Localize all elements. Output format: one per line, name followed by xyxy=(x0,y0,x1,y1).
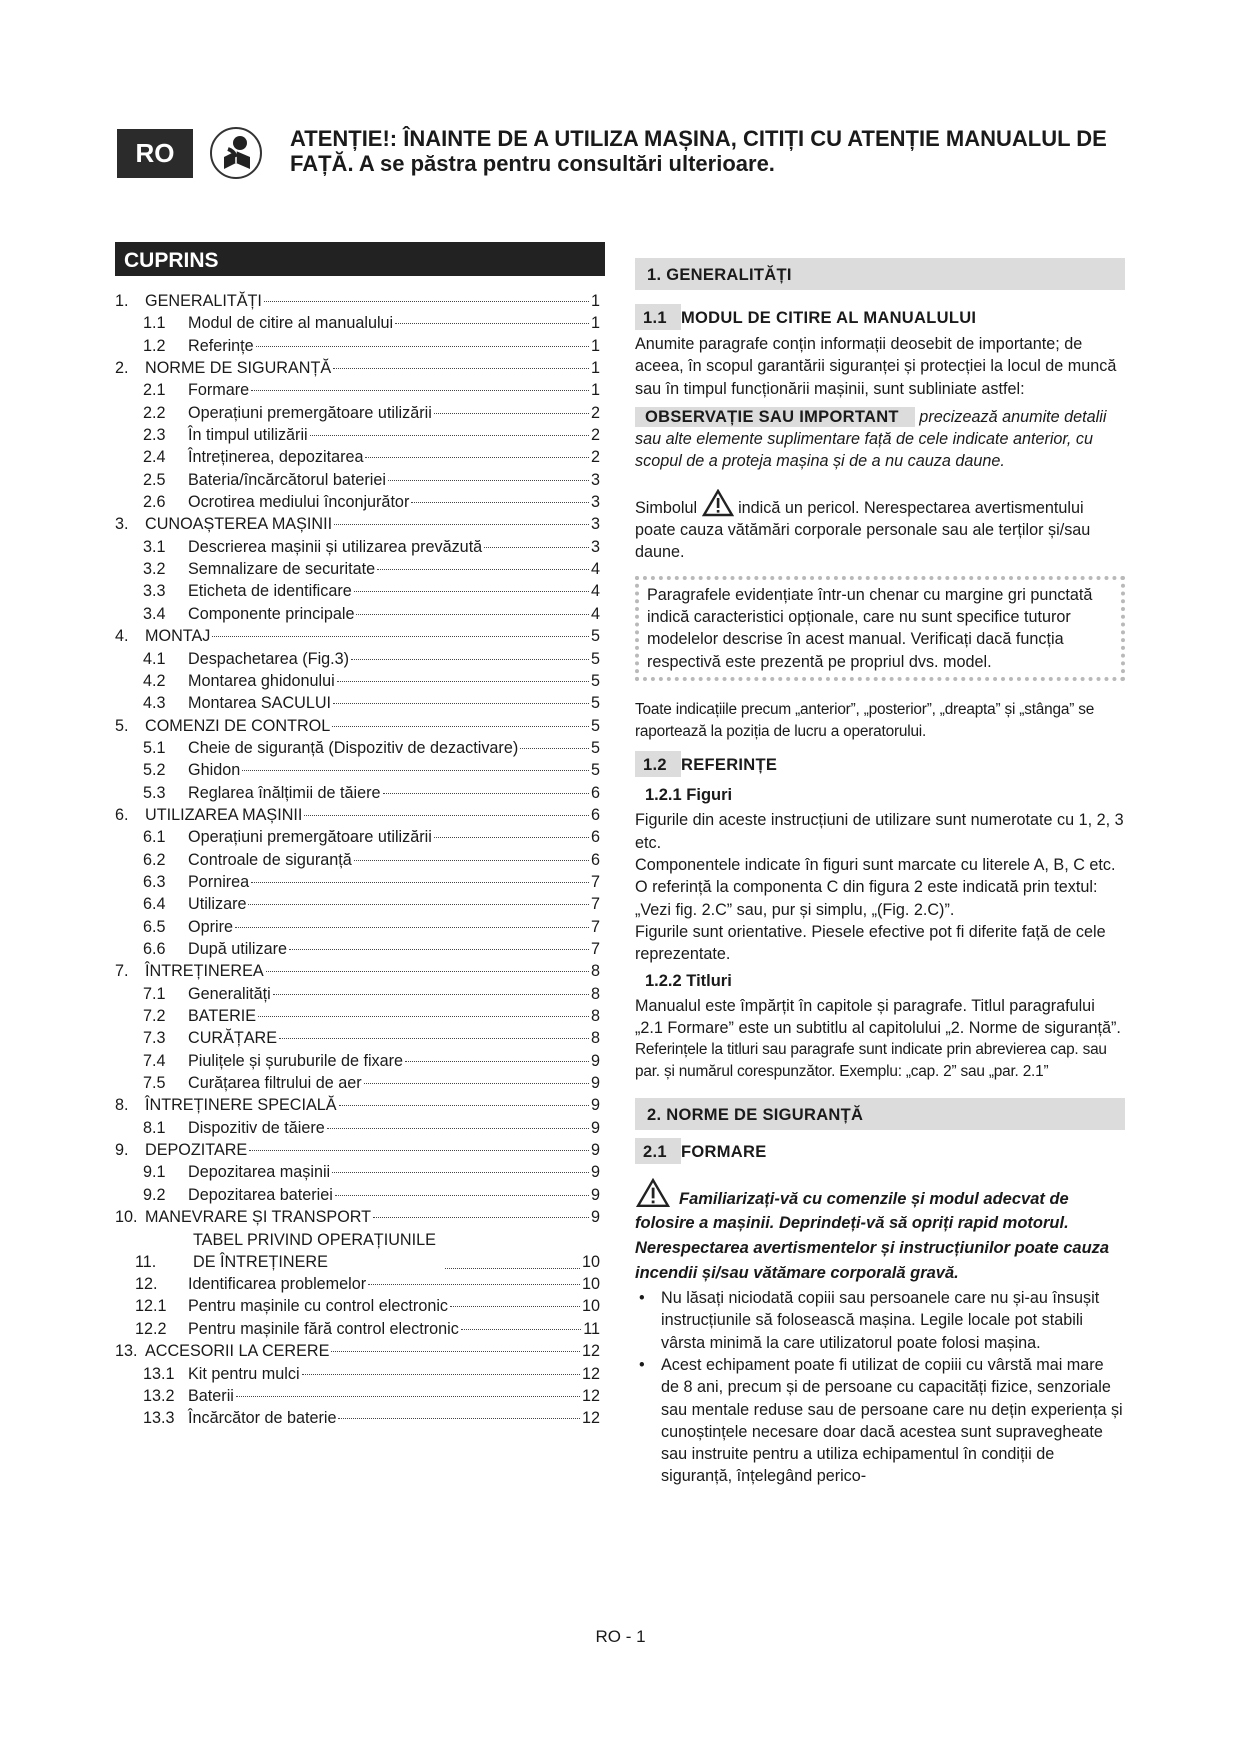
toc-entry[interactable] xyxy=(115,692,600,714)
toc-entry-number: 3.4 xyxy=(143,604,166,623)
toc-entry-page: 9 xyxy=(590,1074,600,1093)
toc-leader-dots xyxy=(310,435,589,436)
toc-leader-dots xyxy=(212,636,589,637)
paragraph: Referințele la titluri sau paragrafe sunt indicate prin abrevierea cap. sau par. și numărul corespunzător. Exemplu: „cap. 2” sau „par. 2.1” xyxy=(635,1041,1107,1081)
toc-leader-dots xyxy=(266,971,589,972)
toc-entry-title: ÎNTREȚINEREA xyxy=(145,962,264,981)
toc-entry-title: Kit pentru mulci xyxy=(188,1364,300,1383)
toc-entry-number: 1.1 xyxy=(143,314,166,333)
toc-entry-title: Montarea SACULUI xyxy=(188,694,332,713)
toc-entry-page: 2 xyxy=(590,426,600,445)
toc-leader-dots xyxy=(248,904,589,905)
toc-leader-dots xyxy=(354,860,589,861)
toc-entry-title: Ocrotirea mediului înconjurător xyxy=(188,493,410,512)
optional-feature-box: Paragrafele evidențiate într-un chenar cu margine gri punctată indică caracteristici opționale, care nu sunt specifice tuturor modelelor descrise în acest manual. Verificați dacă funcția respectivă este prezentă pe propriul dvs. model. xyxy=(635,576,1125,681)
warning-triangle-icon xyxy=(635,1178,671,1208)
toc-entry-title: Despachetarea (Fig.3) xyxy=(188,649,350,668)
section-number: 1.1 xyxy=(635,304,681,330)
toc-entry-number: 6.4 xyxy=(143,895,166,914)
section-title: REFERINȚE xyxy=(681,756,778,775)
toc-entry-page: 6 xyxy=(590,805,600,824)
note-label: OBSERVAȚIE SAU IMPORTANT xyxy=(635,407,915,427)
toc-entry-number: 1. xyxy=(115,292,129,310)
toc-entry[interactable] xyxy=(115,893,600,915)
toc-entry-title: Depozitarea bateriei xyxy=(188,1185,333,1204)
toc-entry-title: MONTAJ xyxy=(145,627,211,646)
toc-leader-dots xyxy=(383,793,589,794)
toc-leader-dots xyxy=(405,1061,589,1062)
toc-entry[interactable] xyxy=(115,1295,600,1317)
toc-entry-page: 1 xyxy=(590,336,600,355)
paragraph: Figurile din aceste instrucțiuni de utilizare sunt numerotate cu 1, 2, 3 etc. xyxy=(635,811,1124,852)
toc-entry-number: 13.1 xyxy=(143,1364,175,1383)
toc-entry-page: 4 xyxy=(590,560,600,579)
toc-entry-number: 5.1 xyxy=(143,738,166,757)
section-title: MODUL DE CITIRE AL MANUALULUI xyxy=(681,309,977,327)
toc-leader-dots xyxy=(334,524,589,525)
toc-entry-title: Cheie de siguranță (Dispozitiv de dezactivare) xyxy=(188,738,519,757)
toc-entry-title: Depozitarea mașinii xyxy=(188,1163,331,1182)
toc-entry-number: 7.1 xyxy=(143,984,166,1003)
toc-entry[interactable] xyxy=(115,402,600,424)
toc-entry-number: 4.2 xyxy=(143,671,166,690)
toc-leader-dots xyxy=(251,390,589,391)
toc-entry[interactable] xyxy=(115,1027,600,1049)
toc-leader-dots xyxy=(373,1217,589,1218)
toc-entry-page: 3 xyxy=(590,470,600,489)
toc-entry-title: Descrierea mașinii și utilizarea prevăzută xyxy=(188,537,483,556)
paragraph: Figurile sunt orientative. Piesele efective pot fi diferite față de cele reprezentate. xyxy=(635,922,1106,964)
toc-entry-page: 1 xyxy=(590,359,600,378)
toc-entry-title: Oprire xyxy=(188,917,233,936)
symbol-text-pre: Simbolul xyxy=(635,498,702,517)
toc-entry-page: 7 xyxy=(590,872,600,891)
paragraph: Anumite paragrafe conțin informații deosebit de importante; de aceea, în scopul garantării siguranței și protecției la locul de muncă sau în timpul funcționării mașinii, sunt subliniate astfel: xyxy=(635,335,1117,398)
toc-entry-number: 9. xyxy=(115,1141,129,1160)
toc-entry-page: 5 xyxy=(590,761,600,780)
toc-entry[interactable] xyxy=(115,1363,600,1385)
toc-leader-dots xyxy=(365,457,589,458)
toc-leader-dots xyxy=(520,748,589,749)
toc-entry-title: DEPOZITARE xyxy=(145,1141,248,1160)
section-number: 2.1 xyxy=(635,1138,681,1164)
toc-entry-page: 7 xyxy=(590,917,600,936)
toc-entry[interactable] xyxy=(115,513,600,535)
bullet-dot: • xyxy=(639,1355,645,1374)
table-of-contents xyxy=(115,290,600,1430)
section-2-heading: 2. NORME DE SIGURANȚĂ xyxy=(635,1098,1125,1130)
toc-entry-number: 5. xyxy=(115,716,129,735)
toc-leader-dots xyxy=(388,480,589,481)
toc-entry[interactable] xyxy=(115,670,600,692)
toc-entry-page: 5 xyxy=(590,671,600,690)
toc-entry-title: Bateria/încărcătorul bateriei xyxy=(188,470,386,489)
toc-entry-page: 9 xyxy=(590,1118,600,1137)
toc-entry-number: 12.2 xyxy=(135,1319,167,1338)
paragraph: Manualul este împărțit în capitole și paragrafe. Titlul paragrafului „2.1 Formare” este un subtitlu al capitolului „2. Norme de siguranță”. xyxy=(635,996,1121,1037)
toc-entry[interactable] xyxy=(115,424,600,446)
toc-leader-dots xyxy=(264,301,589,302)
toc-entry[interactable] xyxy=(115,916,600,938)
toc-entry-title: MANEVRARE ȘI TRANSPORT xyxy=(145,1208,372,1227)
toc-entry-number: 5.2 xyxy=(143,761,166,780)
toc-entry-title: Reglarea înălțimii de tăiere xyxy=(188,783,381,802)
toc-entry-page: 12 xyxy=(581,1364,600,1383)
toc-leader-dots xyxy=(236,1396,580,1397)
toc-entry[interactable] xyxy=(115,826,600,848)
toc-entry-page: 7 xyxy=(590,939,600,958)
toc-entry[interactable] xyxy=(115,580,600,602)
paragraph: Componentele indicate în figuri sunt marcate cu literele A, B, C etc. xyxy=(635,856,1116,875)
toc-entry-title: Formare xyxy=(188,381,250,400)
toc-entry-number: 3.1 xyxy=(143,537,166,556)
toc-entry[interactable] xyxy=(115,938,600,960)
toc-entry-page: 5 xyxy=(590,649,600,668)
note-text: precizează anumite detalii sau alte elemente suplimentare față de cele indicate anterior, cu scopul de a proteja mașina și de a nu cauza daune. xyxy=(635,407,1107,471)
toc-entry-page: 5 xyxy=(590,738,600,757)
toc-entry-title: Întreținerea, depozitarea xyxy=(188,448,364,467)
toc-leader-dots xyxy=(256,346,589,347)
toc-entry-page: 5 xyxy=(590,627,600,646)
toc-entry-title: Operațiuni premergătoare utilizării xyxy=(188,403,432,422)
toc-entry-number: 2.3 xyxy=(143,426,166,445)
toc-leader-dots xyxy=(242,770,589,771)
toc-entry-title: Generalități xyxy=(188,984,271,1003)
toc-leader-dots xyxy=(377,569,589,570)
toc-entry-title: UTILIZAREA MAȘINII xyxy=(145,805,303,824)
toc-entry-number: 6.6 xyxy=(143,939,166,958)
section-2-1-heading xyxy=(635,1138,1125,1164)
toc-entry[interactable] xyxy=(115,558,600,580)
toc-entry-page: 8 xyxy=(590,984,600,1003)
toc-entry-number: 7. xyxy=(115,962,129,981)
toc-entry-title: Controale de siguranță xyxy=(188,850,352,869)
toc-leader-dots xyxy=(368,1284,580,1285)
toc-entry-number: 5.3 xyxy=(143,783,166,802)
toc-entry-title: Pentru mașinile cu control electronic xyxy=(188,1297,449,1316)
toc-entry-page: 6 xyxy=(590,850,600,869)
safety-warning-text: Familiarizați-vă cu comenzile și modul adecvat de folosire a mașinii. Deprindeți-vă să opriți rapid motorul. Nerespectarea avertismentelor și instrucțiunilor poate cauza incendii și/sau vătămare corporală gravă. xyxy=(635,1189,1110,1282)
toc-entry-title: Identificarea problemelor xyxy=(188,1275,367,1294)
toc-entry-page: 10 xyxy=(581,1297,600,1316)
toc-entry-number: 2.2 xyxy=(143,403,166,422)
toc-entry-number: 7.5 xyxy=(143,1074,166,1093)
toc-entry-page: 10 xyxy=(581,1253,600,1272)
toc-leader-dots xyxy=(289,949,589,950)
toc-entry-number: 6.5 xyxy=(143,917,166,936)
toc-entry[interactable] xyxy=(115,603,600,625)
toc-entry-number: 12.1 xyxy=(135,1297,167,1316)
toc-entry-title: COMENZI DE CONTROL xyxy=(145,716,331,735)
toc-entry[interactable] xyxy=(115,1117,600,1139)
toc-entry-number: 13.2 xyxy=(143,1386,175,1405)
toc-leader-dots xyxy=(339,1105,589,1106)
toc-leader-dots xyxy=(338,1418,580,1419)
toc-entry-page: 9 xyxy=(590,1163,600,1182)
toc-entry-title: CUNOAȘTEREA MAȘINII xyxy=(145,515,333,534)
symbol-paragraph xyxy=(635,489,1125,564)
toc-entry[interactable] xyxy=(115,1318,600,1340)
warning-triangle-icon xyxy=(702,489,734,517)
toc-entry-page: 9 xyxy=(590,1051,600,1070)
toc-entry[interactable] xyxy=(115,849,600,871)
toc-entry[interactable] xyxy=(115,491,600,513)
toc-entry[interactable] xyxy=(115,715,600,737)
toc-leader-dots xyxy=(484,547,589,548)
toc-entry[interactable] xyxy=(115,1139,600,1161)
section-1-2-heading xyxy=(635,751,1125,777)
toc-entry-number: 2.6 xyxy=(143,493,166,512)
read-manual-icon xyxy=(210,127,262,179)
toc-leader-dots xyxy=(331,1351,580,1352)
toc-entry[interactable] xyxy=(115,983,600,1005)
toc-entry[interactable] xyxy=(115,335,600,357)
toc-entry-title: Referințe xyxy=(188,336,254,355)
toc-entry[interactable] xyxy=(115,804,600,826)
toc-leader-dots xyxy=(333,703,589,704)
toc-entry-title: Modul de citire al manualului xyxy=(188,314,394,333)
toc-entry[interactable] xyxy=(115,1050,600,1072)
toc-leader-dots xyxy=(461,1329,581,1330)
toc-entry[interactable] xyxy=(115,871,600,893)
toc-entry[interactable] xyxy=(115,1273,600,1295)
toc-entry[interactable] xyxy=(115,1161,600,1183)
toc-entry-number: 7.4 xyxy=(143,1051,166,1070)
safety-warning xyxy=(635,1178,1125,1285)
toc-entry-number: 7.2 xyxy=(143,1007,166,1025)
toc-leader-dots xyxy=(354,591,589,592)
main-content xyxy=(635,258,1125,1488)
toc-entry-number: 13. xyxy=(115,1342,138,1361)
toc-entry-title: Eticheta de identificare xyxy=(188,582,352,601)
toc-entry-number: 6.2 xyxy=(143,850,166,869)
toc-entry[interactable] xyxy=(115,759,600,781)
toc-entry-title: TABEL PRIVIND OPERAȚIUNILE DE ÎNTREȚINERE xyxy=(193,1231,436,1272)
toc-entry-page: 3 xyxy=(590,515,600,534)
toc-entry[interactable] xyxy=(115,648,600,670)
toc-entry-title: Baterii xyxy=(188,1386,234,1405)
toc-title: CUPRINS xyxy=(115,242,605,276)
toc-entry-page: 6 xyxy=(590,783,600,802)
bullet-dot: • xyxy=(639,1289,645,1308)
toc-entry-page: 9 xyxy=(590,1141,600,1160)
toc-entry-title: ACCESORII LA CERERE xyxy=(145,1342,330,1361)
toc-entry-page: 5 xyxy=(590,694,600,713)
toc-leader-dots xyxy=(351,659,589,660)
toc-leader-dots xyxy=(337,681,589,682)
toc-entry-page: 10 xyxy=(581,1275,600,1294)
toc-entry-page: 1 xyxy=(590,314,600,333)
toc-entry-page: 2 xyxy=(590,403,600,422)
toc-leader-dots xyxy=(364,1083,589,1084)
toc-entry-page: 11 xyxy=(583,1319,600,1338)
toc-leader-dots xyxy=(333,368,589,369)
toc-entry-title: În timpul utilizării xyxy=(188,426,308,445)
toc-entry-title: Pornirea xyxy=(188,872,250,891)
toc-leader-dots xyxy=(302,1374,580,1375)
toc-entry-page: 8 xyxy=(590,1029,600,1048)
toc-leader-dots xyxy=(332,1172,589,1173)
toc-leader-dots xyxy=(304,815,589,816)
toc-entry[interactable] xyxy=(115,1072,600,1094)
toc-entry[interactable] xyxy=(115,379,600,401)
toc-entry[interactable] xyxy=(115,357,600,379)
toc-entry-title: După utilizare xyxy=(188,939,287,958)
toc-entry-page: 9 xyxy=(590,1208,600,1227)
toc-entry-number: 3. xyxy=(115,515,129,534)
toc-entry-number: 2.5 xyxy=(143,470,166,489)
toc-entry-page: 3 xyxy=(590,537,600,556)
toc-leader-dots xyxy=(273,994,589,995)
read-manual-warning: ATENȚIE!: ÎNAINTE DE A UTILIZA MAȘINA, CITIȚI CU ATENȚIE MANUALUL DE FAȚĂ. A se păstra pentru consultări ulterioare. xyxy=(290,126,1107,176)
toc-entry-title: Dispozitiv de tăiere xyxy=(188,1118,325,1137)
page-number: RO - 1 xyxy=(595,1627,646,1646)
toc-leader-dots xyxy=(279,1038,589,1039)
toc-entry[interactable] xyxy=(115,625,600,647)
toc-entry-page: 5 xyxy=(590,716,600,735)
toc-entry-number: 4.1 xyxy=(143,649,166,668)
toc-entry-number: 3.3 xyxy=(143,582,166,601)
toc-entry-title: Montarea ghidonului xyxy=(188,671,335,690)
toc-entry[interactable] xyxy=(115,469,600,491)
toc-entry-title: CURĂȚARE xyxy=(188,1029,278,1048)
toc-entry-page: 9 xyxy=(590,1185,600,1204)
toc-entry-page: 2 xyxy=(590,448,600,467)
toc-entry-page: 3 xyxy=(590,493,600,512)
toc-entry-number: 12. xyxy=(135,1275,158,1294)
toc-entry-number: 9.1 xyxy=(143,1163,166,1182)
toc-entry[interactable] xyxy=(115,1340,600,1362)
toc-entry[interactable] xyxy=(115,782,600,804)
toc-leader-dots xyxy=(411,502,589,503)
symbol-text-post: indică un pericol. Nerespectarea avertismentului poate cauza vătămări corporale personale sau ale terților și/sau daune. xyxy=(635,498,1091,562)
toc-entry-page: 7 xyxy=(590,895,600,914)
toc-entry-title: Piulițele și șuruburile de fixare xyxy=(188,1051,404,1070)
toc-entry-number: 3.2 xyxy=(143,560,166,579)
toc-entry-page: 1 xyxy=(590,381,600,400)
toc-entry-number: 1.2 xyxy=(143,336,166,355)
toc-entry-title: Utilizare xyxy=(188,895,247,914)
toc-entry[interactable] xyxy=(115,1206,600,1228)
toc-entry-number: 4.3 xyxy=(143,694,166,713)
toc-leader-dots xyxy=(332,726,589,727)
toc-entry-number: 10. xyxy=(115,1208,138,1227)
toc-entry-page: 1 xyxy=(590,292,600,310)
toc-entry-title: Semnalizare de securitate xyxy=(188,560,376,579)
toc-entry-number: 2. xyxy=(115,359,129,378)
toc-entry-title: GENERALITĂȚI xyxy=(145,292,262,310)
section-title: FORMARE xyxy=(681,1142,767,1161)
toc-entry-page: 12 xyxy=(581,1342,600,1361)
toc-leader-dots xyxy=(327,1128,589,1129)
toc-entry-number: 6.3 xyxy=(143,872,166,891)
toc-entry-number: 8.1 xyxy=(143,1118,166,1137)
toc-entry[interactable] xyxy=(115,1385,600,1407)
toc-leader-dots xyxy=(249,1150,589,1151)
toc-entry-number: 2.4 xyxy=(143,448,166,467)
toc-entry-number: 8. xyxy=(115,1096,129,1115)
language-badge: RO xyxy=(117,129,193,178)
toc-entry-title: NORME DE SIGURANȚĂ xyxy=(145,359,332,378)
toc-entry[interactable] xyxy=(115,1094,600,1116)
list-item-text: Nu lăsați niciodată copiii sau persoanele care nu și-au însușit instrucțiunile să folosească mașina. Legile locale pot stabili vârsta minimă la care utilizatorul poate folosi mașina. xyxy=(661,1289,1100,1352)
toc-entry-number: 4. xyxy=(115,627,129,646)
toc-entry-number: 6. xyxy=(115,805,129,824)
toc-entry-title: Componente principale xyxy=(188,604,355,623)
paragraph: Toate indicațiile precum „anterior”, „posterior”, „dreapta” și „stânga” se raportează la poziția de lucru a operatorului. xyxy=(635,700,1095,741)
list-item xyxy=(635,1287,1125,1354)
toc-entry-number: 13.3 xyxy=(143,1409,175,1428)
toc-entry[interactable] xyxy=(115,536,600,558)
toc-entry[interactable] xyxy=(115,1228,600,1273)
toc-entry-number: 9.2 xyxy=(143,1185,166,1204)
toc-leader-dots xyxy=(335,1195,589,1196)
toc-entry[interactable] xyxy=(115,312,600,334)
toc-entry-page: 9 xyxy=(590,1096,600,1115)
toc-entry[interactable] xyxy=(115,1005,600,1027)
toc-entry-page: 4 xyxy=(590,582,600,601)
toc-entry[interactable] xyxy=(115,960,600,982)
toc-entry-number: 11. xyxy=(135,1253,157,1272)
toc-entry[interactable] xyxy=(115,446,600,468)
toc-entry-title: ÎNTREȚINERE SPECIALĂ xyxy=(145,1096,337,1115)
toc-entry-page: 12 xyxy=(581,1409,600,1428)
toc-entry-number: 2.1 xyxy=(143,381,166,400)
section-1-1-heading xyxy=(635,304,1125,330)
toc-entry[interactable] xyxy=(115,290,600,312)
toc-entry[interactable] xyxy=(115,737,600,759)
toc-leader-dots xyxy=(434,413,589,414)
section-1-2-2-heading: 1.2.2 Titluri xyxy=(645,971,732,990)
toc-entry-title: Pentru mașinile fără control electronic xyxy=(188,1319,459,1338)
toc-leader-dots xyxy=(356,614,589,615)
toc-leader-dots xyxy=(251,882,589,883)
toc-entry-title: Curățarea filtrului de aer xyxy=(188,1074,362,1093)
toc-entry-title: BATERIE xyxy=(188,1007,257,1025)
section-1-2-1-heading: 1.2.1 Figuri xyxy=(645,786,733,805)
section-number: 1.2 xyxy=(635,751,681,777)
section-1-heading: 1. GENERALITĂȚI xyxy=(635,258,1125,290)
toc-entry-number: 6.1 xyxy=(143,828,166,847)
toc-entry-page: 8 xyxy=(590,1007,600,1025)
note-paragraph xyxy=(635,406,1125,473)
toc-leader-dots xyxy=(434,837,589,838)
toc-entry[interactable] xyxy=(115,1407,600,1429)
toc-entry-page: 6 xyxy=(590,828,600,847)
toc-leader-dots xyxy=(235,927,589,928)
toc-entry-page: 8 xyxy=(590,962,600,981)
toc-entry[interactable] xyxy=(115,1184,600,1206)
toc-entry-page: 12 xyxy=(581,1386,600,1405)
toc-leader-dots xyxy=(258,1016,589,1017)
toc-entry-number: 7.3 xyxy=(143,1029,166,1048)
toc-leader-dots xyxy=(450,1306,580,1307)
toc-leader-dots xyxy=(395,323,589,324)
list-item xyxy=(635,1354,1125,1488)
paragraph: O referință la componenta C din figura 2 este indicată prin textul: „Vezi fig. 2.C” sau, pur și simplu, „(Fig. 2.C)”. xyxy=(635,878,1098,919)
toc-entry-title: Ghidon xyxy=(188,761,241,780)
toc-leader-dots xyxy=(445,1268,580,1269)
toc-entry-page: 4 xyxy=(590,604,600,623)
toc-entry-title: Încărcător de baterie xyxy=(188,1409,337,1428)
list-item-text: Acest echipament poate fi utilizat de copiii cu vârstă mai mare de 8 ani, precum și de persoane cu capacități fizice, senzoriale sau mentale reduse sau de persoane care nu dețin experiența și cunoștințele necesare doar dacă acestea sunt supravegheate sau instruite pentru a utiliza echipamentul în condiții de siguranță, înțelegând perico- xyxy=(661,1355,1123,1486)
toc-entry-title: Operațiuni premergătoare utilizării xyxy=(188,828,432,847)
